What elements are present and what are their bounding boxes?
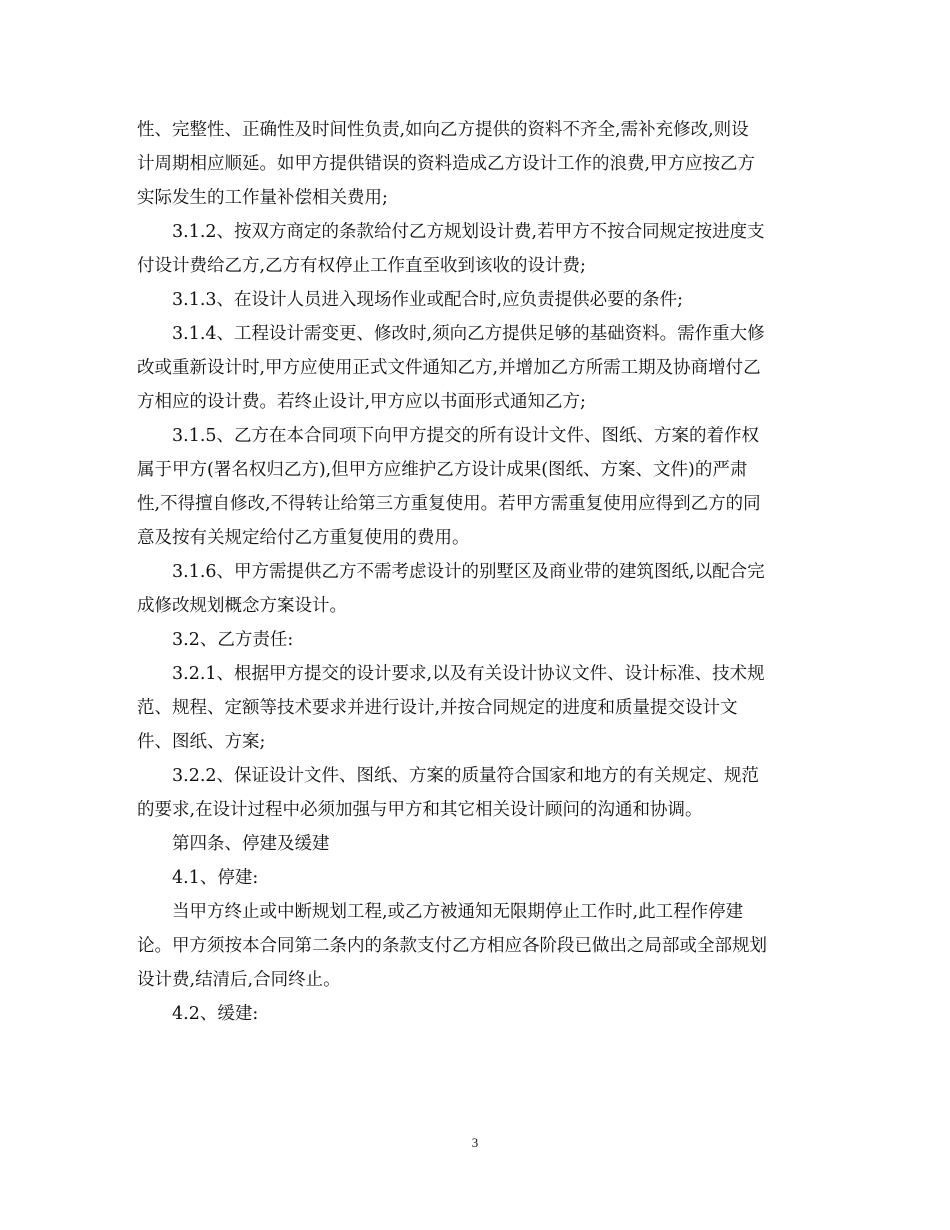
document-body — [137, 113, 817, 1031]
text-line: 件、图纸、方案; — [137, 732, 266, 752]
text-line: 设计费,结清后,合同终止。 — [137, 970, 341, 990]
text-line: 3.1.3、在设计人员进入现场作业或配合时,应负责提供必要的条件; — [137, 290, 683, 310]
text-line: 范、规程、定额等技术要求并进行设计,并按合同规定的进度和质量提交设计文 — [137, 698, 738, 718]
text-line: 成修改规划概念方案设计。 — [137, 596, 347, 616]
text-line: 方相应的设计费。若终止设计,甲方应以书面形式通知乙方; — [137, 392, 586, 412]
text-line: 3.1.5、乙方在本合同项下向甲方提交的所有设计文件、图纸、方案的着作权 — [137, 426, 760, 446]
text-line: 付设计费给乙方,乙方有权停止工作直至收到该收的设计费; — [137, 256, 586, 276]
text-line: 意及按有关规定给付乙方重复使用的费用。 — [137, 528, 470, 548]
text-line: 属于甲方(署名权归乙方),但甲方应维护乙方设计成果(图纸、方案、文件)的严肃 — [137, 460, 748, 480]
text-line: 3.2.1、根据甲方提交的设计要求,以及有关设计协议文件、设计标准、技术规 — [137, 664, 765, 684]
text-line: 3.1.4、工程设计需变更、修改时,须向乙方提供足够的基础资料。需作重大修 — [137, 324, 765, 344]
text-line: 当甲方终止或中断规划工程,或乙方被通知无限期停止工作时,此工程作停建 — [137, 902, 744, 922]
page-number: 3 — [471, 1135, 479, 1150]
text-line: 改或重新设计时,甲方应使用正式文件通知乙方,并增加乙方所需工期及协商增付乙 — [137, 358, 761, 378]
text-line: 计周期相应顺延。如甲方提供错误的资料造成乙方设计工作的浪费,甲方应按乙方 — [137, 154, 756, 174]
text-line: 3.1.2、按双方商定的条款给付乙方规划设计费,若甲方不按合同规定按进度支 — [137, 222, 765, 242]
text-line: 实际发生的工作量补偿相关费用; — [137, 188, 388, 208]
text-line: 3.1.6、甲方需提供乙方不需考虑设计的别墅区及商业带的建筑图纸,以配合完 — [137, 562, 765, 582]
text-line: 3.2、乙方责任: — [137, 630, 294, 650]
text-line: 性、完整性、正确性及时间性负责,如向乙方提供的资料不齐全,需补充修改,则设 — [137, 120, 749, 140]
text-line: 4.1、停建: — [137, 868, 259, 888]
text-line: 论。甲方须按本合同第二条内的条款支付乙方相应各阶段已做出之局部或全部规划 — [137, 936, 767, 956]
text-line: 性,不得擅自修改,不得转让给第三方重复使用。若甲方需重复使用应得到乙方的同 — [137, 494, 761, 514]
text-line: 的要求,在设计过程中必须加强与甲方和其它相关设计顾问的沟通和协调。 — [137, 800, 703, 820]
text-line: 第四条、停建及缓建 — [137, 834, 330, 854]
text-line: 4.2、缓建: — [137, 1004, 259, 1024]
text-line: 3.2.2、保证设计文件、图纸、方案的质量符合国家和地方的有关规定、规范 — [137, 766, 760, 786]
